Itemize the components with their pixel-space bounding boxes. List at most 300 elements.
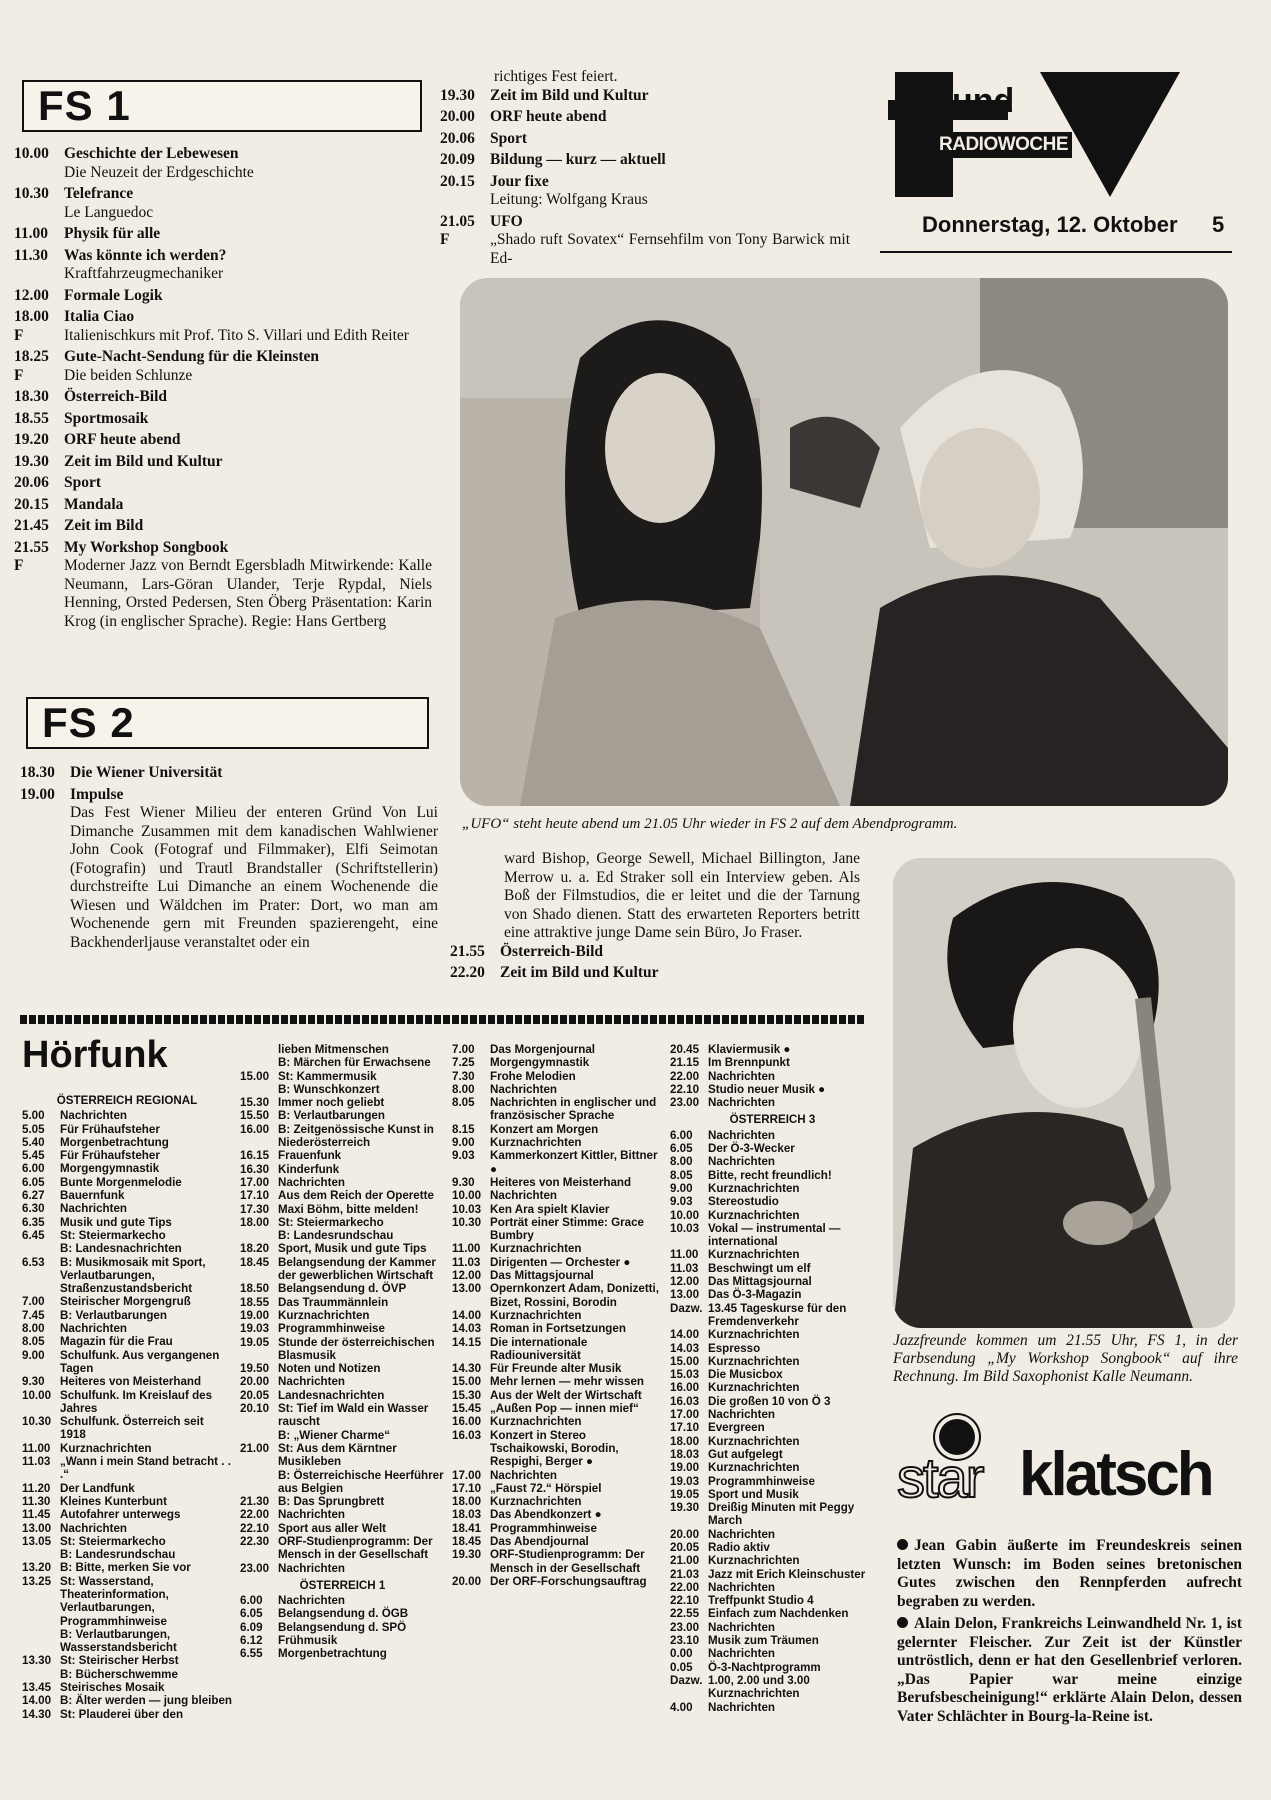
radio-title: Espresso bbox=[708, 1341, 761, 1355]
radio-title: Heiteres von Meisterhand bbox=[60, 1375, 202, 1389]
radio-time: 9.00 bbox=[452, 1136, 475, 1150]
radio-title: Dirigenten — Orchester ● bbox=[490, 1255, 631, 1269]
radio-title: Heiteres von Meisterhand bbox=[490, 1175, 632, 1189]
radio-title: Programmhinweise bbox=[490, 1521, 597, 1535]
radio-time bbox=[240, 1469, 278, 1496]
radio-time: 18.20 bbox=[240, 1242, 270, 1256]
radio-title: „Faust 72.“ Hörspiel bbox=[490, 1481, 602, 1495]
radio-entry bbox=[22, 1309, 232, 1322]
fs2-title: FS 2 bbox=[42, 699, 135, 746]
radio-entry bbox=[452, 1123, 662, 1136]
program-title: Formale Logik bbox=[64, 286, 163, 304]
radio-time: 10.03 bbox=[670, 1221, 700, 1235]
radio-entry bbox=[452, 1070, 662, 1083]
radio-entry bbox=[240, 1149, 445, 1162]
radio-time: 16.00 bbox=[240, 1122, 270, 1136]
program-entry bbox=[14, 539, 432, 632]
radio-entry bbox=[670, 1368, 875, 1381]
radio-entry bbox=[22, 1628, 232, 1655]
radio-time: 11.45 bbox=[22, 1508, 51, 1522]
radio-entry bbox=[22, 1242, 232, 1255]
radio-time: 6.55 bbox=[240, 1647, 263, 1661]
program-title: Sport bbox=[64, 474, 102, 491]
program-entry bbox=[14, 474, 432, 493]
radio-time: 10.00 bbox=[452, 1189, 482, 1203]
program-time: 22.20 bbox=[450, 964, 485, 981]
radio-title: Nachrichten bbox=[708, 1527, 776, 1541]
radio-time: 6.00 bbox=[240, 1594, 263, 1608]
program-time: 20.15 bbox=[14, 495, 49, 513]
radio-time bbox=[240, 1056, 278, 1069]
radio-time: 8.05 bbox=[22, 1335, 45, 1349]
radio-title: B: Landesrundschau bbox=[60, 1548, 176, 1562]
radio-title: ORF-Studienprogramm: Der Mensch in der Gesellschaft bbox=[490, 1548, 645, 1575]
radio-time: 22.00 bbox=[670, 1069, 700, 1083]
radio-time: 10.03 bbox=[452, 1202, 482, 1216]
radio-title: Morgenbetrachtung bbox=[60, 1135, 169, 1149]
fs1-program-list bbox=[14, 145, 432, 634]
radio-time: 18.45 bbox=[452, 1534, 482, 1548]
radio-time: 13.30 bbox=[22, 1654, 52, 1668]
radio-entry bbox=[452, 1402, 662, 1415]
program-entry bbox=[450, 943, 860, 962]
radio-title: Nachrichten bbox=[60, 1109, 128, 1123]
program-description: Italienischkurs mit Prof. Tito S. Villari und Edith Reiter bbox=[64, 326, 409, 344]
radio-entry bbox=[670, 1262, 875, 1275]
radio-time: 11.30 bbox=[22, 1494, 51, 1508]
radio-time: 12.00 bbox=[670, 1275, 700, 1289]
radio-title: Maxi Böhm, bitte melden! bbox=[278, 1202, 419, 1216]
radio-entry bbox=[240, 1203, 445, 1216]
program-time: 21.55 bbox=[450, 942, 485, 960]
radio-time: 18.55 bbox=[240, 1295, 270, 1309]
radio-time bbox=[22, 1548, 60, 1561]
radio-time: 20.00 bbox=[452, 1574, 482, 1588]
radio-entry bbox=[22, 1681, 232, 1694]
jazz-caption: Jazzfreunde kommen um 21.55 Uhr, FS 1, in der Farbsendung „My Workshop Songbook“ auf ihre Rechnung. Im Bild Saxophonist Kalle Neumann. bbox=[893, 1332, 1238, 1385]
radio-time: 19.03 bbox=[240, 1322, 270, 1336]
radio-entry bbox=[452, 1189, 662, 1202]
fs1-continued-lead: richtiges Fest feiert. bbox=[494, 68, 618, 85]
radio-title: Das Mittagsjournal bbox=[708, 1275, 812, 1289]
fs2-title-box bbox=[26, 697, 429, 749]
radio-time: 11.03 bbox=[670, 1261, 699, 1275]
radio-entry bbox=[22, 1389, 232, 1416]
radio-time: 7.25 bbox=[452, 1056, 475, 1070]
radio-time: 18.00 bbox=[452, 1495, 482, 1509]
radio-title: Kurznachrichten bbox=[490, 1308, 582, 1322]
radio-title: „Außen Pop — innen mief“ bbox=[490, 1402, 639, 1416]
program-entry bbox=[14, 308, 432, 345]
radio-time: 15.30 bbox=[240, 1096, 270, 1110]
program-time: 12.00 bbox=[14, 286, 49, 304]
radio-time: 17.00 bbox=[240, 1175, 270, 1189]
program-time: 20.09 bbox=[440, 151, 475, 168]
radio-entry bbox=[240, 1429, 445, 1442]
radio-time: 15.50 bbox=[240, 1109, 270, 1123]
program-title: Bildung — kurz — aktuell bbox=[490, 151, 666, 168]
radio-title: B: Wunschkonzert bbox=[278, 1082, 380, 1096]
radio-title: Autofahrer unterwegs bbox=[60, 1508, 181, 1522]
radio-entry bbox=[22, 1561, 232, 1574]
radio-time: 21.00 bbox=[670, 1554, 700, 1568]
radio-entry bbox=[240, 1256, 445, 1283]
radio-time: 13.45 bbox=[22, 1681, 52, 1695]
radio-entry bbox=[670, 1195, 875, 1208]
radio-time: 16.00 bbox=[452, 1415, 482, 1429]
radio-entry bbox=[240, 1594, 445, 1607]
radio-title: Magazin für die Frau bbox=[60, 1335, 173, 1349]
radio-time: 0.00 bbox=[670, 1647, 693, 1661]
radio-title: B: Bitte, merken Sie vor bbox=[60, 1561, 191, 1575]
radio-entry bbox=[22, 1654, 232, 1667]
program-entry bbox=[440, 213, 850, 269]
radio-time: 14.03 bbox=[452, 1322, 482, 1336]
radio-time: 19.30 bbox=[670, 1501, 700, 1515]
radio-entry bbox=[670, 1408, 875, 1421]
radio-entry bbox=[22, 1442, 232, 1455]
radio-time: 20.05 bbox=[240, 1388, 270, 1402]
radio-entry bbox=[22, 1136, 232, 1149]
radio-entry bbox=[452, 1389, 662, 1402]
ufo-continued-text: ward Bishop, George Sewell, Michael Billington, Jane Merrow u. a. Ed Straker soll ein Interview geben. Als Boß der Filmstudios, die er leitet und die der Tarnung von Shado dienen. Statt des erwarteten Reporters betritt eine attraktive junge Dame sein Büro, Jo Fraser. bbox=[504, 850, 860, 941]
radio-title: Bunte Morgenmelodie bbox=[60, 1175, 182, 1189]
radio-entry bbox=[22, 1256, 232, 1296]
radio-title: Konzert am Morgen bbox=[490, 1122, 599, 1136]
radio-title: Für Frühaufsteher bbox=[60, 1122, 160, 1136]
program-entry bbox=[14, 410, 432, 429]
radio-entry bbox=[22, 1335, 232, 1348]
program-time: 20.06 bbox=[14, 474, 49, 491]
radio-entry bbox=[22, 1349, 232, 1376]
radio-title: Das Ö-3-Magazin bbox=[708, 1288, 802, 1302]
radio-time: 21.30 bbox=[240, 1495, 270, 1509]
radio-entry bbox=[240, 1123, 445, 1150]
radio-time: 21.03 bbox=[670, 1567, 700, 1581]
radio-entry bbox=[452, 1056, 662, 1069]
radio-time: 21.15 bbox=[670, 1056, 700, 1070]
radio-entry bbox=[670, 1568, 875, 1581]
radio-entry bbox=[452, 1469, 662, 1482]
radio-title: Nachrichten bbox=[708, 1620, 776, 1634]
radio-time: 10.30 bbox=[452, 1215, 482, 1229]
radio-time: 22.10 bbox=[240, 1521, 270, 1535]
radio-entry bbox=[22, 1708, 232, 1721]
radio-title: Morgengymnastik bbox=[60, 1162, 160, 1176]
radio-title: Kurznachrichten bbox=[708, 1554, 800, 1568]
radio-title: Frohe Melodien bbox=[490, 1069, 576, 1083]
radio-column-2 bbox=[240, 1043, 445, 1661]
radio-entry bbox=[670, 1355, 875, 1368]
radio-title: Stunde der österreichischen Blasmusik bbox=[278, 1335, 435, 1362]
radio-time: 17.10 bbox=[240, 1189, 270, 1203]
radio-time: 13.00 bbox=[670, 1288, 700, 1302]
radio-entry bbox=[670, 1288, 875, 1301]
radio-title: Schulfunk. Aus vergangenen Tagen bbox=[60, 1348, 220, 1375]
radio-title: Landesnachrichten bbox=[278, 1388, 385, 1402]
date-text: Donnerstag, 12. Oktober bbox=[922, 212, 1178, 237]
radio-time: 14.00 bbox=[670, 1328, 700, 1342]
radio-time: 6.53 bbox=[22, 1255, 45, 1269]
radio-entry bbox=[22, 1176, 232, 1189]
radio-entry bbox=[452, 1309, 662, 1322]
program-description: Die Neuzeit der Erdgeschichte bbox=[64, 163, 254, 181]
radio-title: Porträt einer Stimme: Grace Bumbry bbox=[490, 1215, 644, 1243]
radio-time bbox=[22, 1242, 60, 1255]
radio-title: Ken Ara spielt Klavier bbox=[490, 1202, 610, 1216]
radio-entry bbox=[240, 1607, 445, 1620]
radio-time: 16.03 bbox=[670, 1394, 700, 1408]
radio-title: Noten und Notizen bbox=[278, 1362, 381, 1376]
radio-title: Bauernfunk bbox=[60, 1189, 125, 1203]
radio-entry bbox=[670, 1155, 875, 1168]
radio-time: 10.00 bbox=[22, 1388, 52, 1402]
radio-entry bbox=[452, 1083, 662, 1096]
radio-title: lieben Mitmenschen bbox=[278, 1043, 389, 1056]
radio-time: 18.03 bbox=[670, 1447, 700, 1461]
radio-entry bbox=[240, 1056, 445, 1069]
radio-time bbox=[22, 1628, 60, 1655]
program-title: Sport bbox=[490, 129, 528, 147]
radio-entry bbox=[452, 1282, 662, 1309]
radio-time: 16.30 bbox=[240, 1162, 270, 1176]
radio-time: 5.05 bbox=[22, 1122, 45, 1136]
radio-entry bbox=[452, 1336, 662, 1363]
radio-title: B: Verlautbarungen bbox=[278, 1109, 385, 1123]
program-entry bbox=[14, 517, 432, 536]
radio-time: 17.00 bbox=[670, 1408, 700, 1422]
radio-time: 19.05 bbox=[670, 1487, 700, 1501]
radio-title: Kurznachrichten bbox=[278, 1308, 370, 1322]
radio-time: 10.00 bbox=[670, 1208, 700, 1222]
radio-time: 15.00 bbox=[670, 1354, 700, 1368]
radio-entry bbox=[670, 1248, 875, 1261]
program-entry bbox=[440, 151, 850, 170]
radio-title: Frauenfunk bbox=[278, 1149, 342, 1163]
radio-title: Nachrichten bbox=[708, 1580, 776, 1594]
radio-title: Roman in Fortsetzungen bbox=[490, 1322, 626, 1336]
radio-time: 23.10 bbox=[670, 1634, 700, 1648]
radio-title: Aus dem Reich der Operette bbox=[278, 1189, 434, 1203]
program-entry bbox=[14, 348, 432, 385]
radio-time: 17.00 bbox=[452, 1468, 482, 1482]
radio-title: Das Abendjournal bbox=[490, 1534, 589, 1548]
fs1-title: FS 1 bbox=[38, 82, 131, 129]
radio-time: 8.05 bbox=[670, 1168, 693, 1182]
program-time: 10.30 bbox=[14, 185, 49, 202]
radio-title: Evergreen bbox=[708, 1421, 765, 1435]
color-broadcast-mark: F bbox=[14, 366, 24, 384]
radio-title: Kurznachrichten bbox=[708, 1354, 800, 1368]
radio-entry bbox=[240, 1442, 445, 1469]
radio-title: Belangsendung d. ÖVP bbox=[278, 1282, 407, 1296]
radio-entry bbox=[670, 1275, 875, 1288]
program-time: 21.05 bbox=[440, 212, 475, 230]
radio-title: Nachrichten bbox=[490, 1082, 558, 1096]
radio-title: Der ORF-Forschungsauftrag bbox=[490, 1574, 647, 1588]
program-title: Die Wiener Universität bbox=[70, 764, 223, 781]
radio-time: 6.30 bbox=[22, 1202, 45, 1216]
radio-time: 19.30 bbox=[452, 1548, 482, 1562]
radio-entry bbox=[670, 1634, 875, 1647]
radio-time: 5.40 bbox=[22, 1135, 45, 1149]
radio-entry bbox=[452, 1269, 662, 1282]
radio-time: 14.03 bbox=[670, 1341, 700, 1355]
oe1-heading: ÖSTERREICH 1 bbox=[299, 1578, 386, 1592]
radio-title: Musik und gute Tips bbox=[60, 1215, 172, 1229]
radio-entry bbox=[240, 1495, 445, 1508]
program-title: Mandala bbox=[64, 495, 124, 513]
radio-entry bbox=[452, 1375, 662, 1388]
radio-entry bbox=[240, 1522, 445, 1535]
radio-time: 22.10 bbox=[670, 1594, 700, 1608]
ufo-continued bbox=[450, 850, 860, 986]
radio-entry bbox=[240, 1647, 445, 1660]
magazine-logo bbox=[890, 72, 1220, 202]
radio-entry bbox=[452, 1043, 662, 1056]
bullet-icon bbox=[897, 1617, 908, 1628]
radio-entry bbox=[22, 1535, 232, 1548]
program-time: 11.00 bbox=[14, 225, 49, 242]
radio-entry bbox=[670, 1070, 875, 1083]
radio-entry bbox=[670, 1488, 875, 1501]
program-description: Das Fest Wiener Milieu der enteren Gründ Von Lui Dimanche Zusammen mit dem kanadischen Wahlwiener John Cook (Fotograf und Filmmaker), Elfi Seimotan (Fotografin) und Trautl Brandstaller (Schriftstellerin) durchstreifte Lui Dimanche an einem Wochenende die Wiesen und Wäldchen im Prater: Dort, wo man am Wochenende gern mit Freunden spazierengeht, eine Backhenderljause veranstaltet oder ein bbox=[70, 804, 438, 951]
radio-entry bbox=[452, 1136, 662, 1149]
radio-title: Vokal — instrumental — international bbox=[708, 1221, 841, 1249]
radio-title: Im Brennpunkt bbox=[708, 1056, 790, 1070]
radio-title: Immer noch geliebt bbox=[278, 1096, 385, 1110]
radio-time: 13.20 bbox=[22, 1561, 52, 1575]
radio-entry bbox=[452, 1096, 662, 1123]
radio-entry bbox=[22, 1322, 232, 1335]
program-title: Telefrance bbox=[64, 185, 134, 202]
radio-entry bbox=[22, 1202, 232, 1215]
hoerfunk-separator bbox=[20, 1015, 865, 1024]
program-time: 20.15 bbox=[440, 172, 475, 190]
program-time: 18.25 bbox=[14, 348, 49, 365]
radio-title: Belangsendung d. ÖGB bbox=[278, 1607, 409, 1621]
radio-title: Morgengymnastik bbox=[490, 1056, 590, 1070]
radio-entry bbox=[452, 1575, 662, 1588]
radio-time: 6.27 bbox=[22, 1189, 45, 1203]
radio-entry bbox=[670, 1395, 875, 1408]
radio-title: Kurznachrichten bbox=[708, 1208, 800, 1222]
radio-entry bbox=[240, 1189, 445, 1202]
oe3-heading: ÖSTERREICH 3 bbox=[729, 1113, 816, 1127]
radio-title: Nachrichten bbox=[60, 1521, 128, 1535]
radio-title: Nachrichten bbox=[708, 1155, 776, 1169]
program-title: Gute-Nacht-Sendung für die Kleinsten bbox=[64, 348, 320, 365]
radio-title: St: Aus dem Kärntner Musikleben bbox=[278, 1441, 397, 1469]
radio-entry bbox=[670, 1209, 875, 1222]
program-description: „Shado ruft Sovatex“ Fernsehfilm von Tony Barwick mit Ed- bbox=[490, 231, 850, 267]
radio-time: 21.00 bbox=[240, 1441, 270, 1455]
radio-time: 18.00 bbox=[240, 1215, 270, 1229]
radio-title: ORF-Studienprogramm: Der Mensch in der Gesellschaft bbox=[278, 1534, 433, 1562]
radio-entry bbox=[670, 1475, 875, 1488]
radio-entry bbox=[452, 1482, 662, 1495]
radio-entry bbox=[240, 1070, 445, 1083]
radio-entry bbox=[240, 1242, 445, 1255]
radio-time: 14.00 bbox=[452, 1308, 482, 1322]
radio-entry bbox=[670, 1222, 875, 1249]
radio-entry bbox=[22, 1375, 232, 1388]
radio-time: 16.03 bbox=[452, 1428, 482, 1442]
program-title: Geschichte der Lebewesen bbox=[64, 145, 239, 162]
starklatsch-klatsch: klatsch bbox=[1019, 1440, 1212, 1509]
radio-entry bbox=[22, 1495, 232, 1508]
radio-title: Opernkonzert Adam, Donizetti, Bizet, Rossini, Borodin bbox=[490, 1282, 659, 1309]
radio-entry bbox=[452, 1362, 662, 1375]
program-title: Zeit im Bild und Kultur bbox=[490, 86, 649, 104]
logo-und: und bbox=[952, 82, 1015, 120]
radio-time: 20.00 bbox=[670, 1527, 700, 1541]
radio-entry bbox=[452, 1495, 662, 1508]
radio-time: 13.05 bbox=[22, 1534, 52, 1548]
program-description: Kraftfahrzeugmechaniker bbox=[64, 265, 224, 282]
radio-time: 9.00 bbox=[22, 1348, 45, 1362]
radio-title: B: Landesrundschau bbox=[278, 1229, 394, 1243]
radio-entry bbox=[670, 1647, 875, 1660]
fs2-program-list bbox=[20, 764, 438, 955]
radio-title: Steirisches Mosaik bbox=[60, 1681, 165, 1695]
radio-entry bbox=[240, 1309, 445, 1322]
radio-title: Nachrichten bbox=[708, 1096, 776, 1110]
radio-title: Morgenbetrachtung bbox=[278, 1647, 387, 1661]
program-entry bbox=[440, 173, 850, 210]
radio-title: Die internationale Radiouniversität bbox=[490, 1335, 588, 1362]
radio-time: 17.30 bbox=[240, 1202, 270, 1216]
radio-time: 22.00 bbox=[240, 1508, 270, 1522]
color-broadcast-mark: F bbox=[14, 557, 24, 574]
radio-entry bbox=[670, 1328, 875, 1341]
radio-title: Studio neuer Musik ● bbox=[708, 1082, 826, 1096]
program-time: 20.06 bbox=[440, 129, 475, 147]
radio-title: Kurznachrichten bbox=[490, 1495, 582, 1509]
radio-entry bbox=[240, 1296, 445, 1309]
radio-entry bbox=[240, 1402, 445, 1429]
radio-entry bbox=[22, 1415, 232, 1442]
radio-title: Nachrichten bbox=[708, 1700, 776, 1714]
radio-entry bbox=[240, 1043, 445, 1056]
radio-entry bbox=[22, 1522, 232, 1535]
radio-time: 22.10 bbox=[670, 1082, 700, 1096]
program-entry bbox=[14, 431, 432, 450]
radio-entry bbox=[240, 1322, 445, 1335]
radio-title: Aus der Welt der Wirtschaft bbox=[490, 1388, 642, 1402]
radio-title: Kurznachrichten bbox=[60, 1441, 152, 1455]
radio-time: 19.50 bbox=[240, 1362, 270, 1376]
radio-time: 12.00 bbox=[452, 1269, 482, 1283]
radio-title: St: Tief im Wald ein Wasser rauscht bbox=[278, 1402, 429, 1429]
radio-entry bbox=[452, 1522, 662, 1535]
radio-entry bbox=[670, 1043, 875, 1056]
radio-entry bbox=[22, 1694, 232, 1707]
radio-title: Nachrichten bbox=[278, 1594, 346, 1608]
program-time: 19.30 bbox=[14, 452, 49, 470]
radio-title: B: Das Sprungbrett bbox=[278, 1495, 385, 1509]
radio-title: Programmhinweise bbox=[278, 1322, 385, 1336]
radio-title: 13.45 Tageskurse für den Fremdenverkehr bbox=[708, 1301, 847, 1328]
radio-entry bbox=[240, 1362, 445, 1375]
program-time: 10.00 bbox=[14, 145, 49, 162]
radio-entry bbox=[452, 1429, 662, 1469]
program-entry bbox=[20, 786, 438, 953]
jazz-photo-image bbox=[893, 858, 1235, 1328]
radio-title: St: Kammermusik bbox=[278, 1069, 377, 1083]
radio-time: 14.30 bbox=[22, 1707, 52, 1721]
radio-title: Nachrichten bbox=[490, 1189, 558, 1203]
